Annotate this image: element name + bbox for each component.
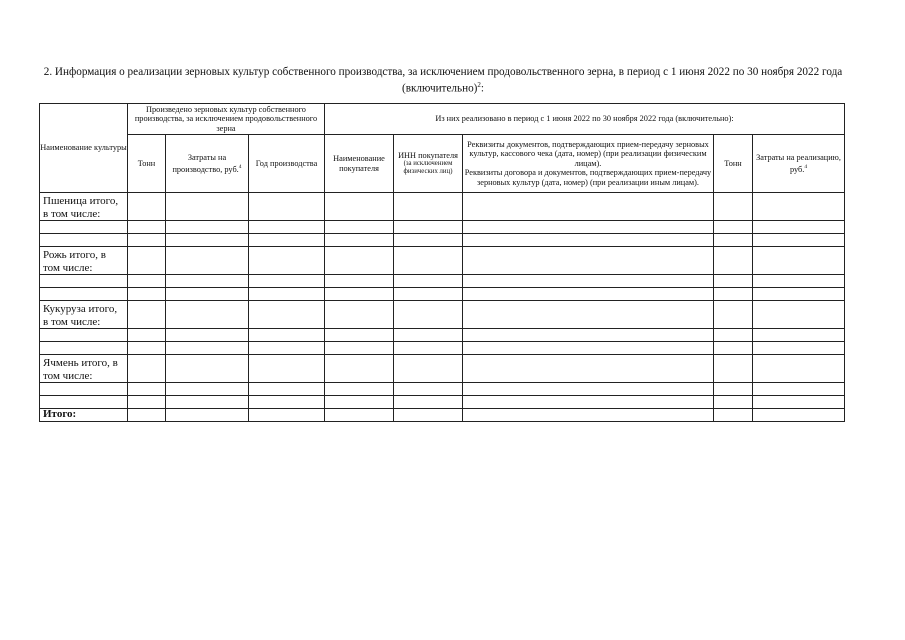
table-row bbox=[40, 234, 845, 247]
table-cell[interactable] bbox=[394, 288, 463, 301]
table-cell[interactable] bbox=[394, 221, 463, 234]
table-cell[interactable] bbox=[166, 275, 249, 288]
table-cell[interactable] bbox=[40, 234, 128, 247]
header-crop-name: Наименование культуры bbox=[40, 104, 128, 193]
header-documents: Реквизиты документов, подтверждающих прием-передачу зерновых культур, кассового чека (дата, номер) (при реализации физическим лицам). Реквизиты договора и документов, подтверждающих прием-передачу зерновых культур (дата, номер) (при реализации иным лицам). bbox=[463, 135, 714, 193]
header-tons: Тонн bbox=[128, 135, 166, 193]
table-cell[interactable] bbox=[463, 301, 714, 329]
table-cell[interactable] bbox=[753, 409, 845, 422]
table-cell[interactable] bbox=[40, 275, 128, 288]
table-row bbox=[40, 396, 845, 409]
table-cell[interactable] bbox=[249, 355, 325, 383]
table-cell[interactable] bbox=[394, 193, 463, 221]
table-cell[interactable] bbox=[166, 221, 249, 234]
table-cell[interactable] bbox=[463, 247, 714, 275]
table-cell[interactable] bbox=[128, 221, 166, 234]
table-cell[interactable] bbox=[166, 193, 249, 221]
table-cell[interactable] bbox=[166, 355, 249, 383]
table-cell[interactable] bbox=[249, 221, 325, 234]
table-cell[interactable] bbox=[463, 288, 714, 301]
table-cell[interactable] bbox=[714, 247, 753, 275]
table-cell[interactable] bbox=[249, 396, 325, 409]
header-buyer-inn: ИНН покупателя (за исключением физических лиц) bbox=[394, 135, 463, 193]
header-production-costs: Затраты на производство, руб.$^4$ bbox=[166, 135, 249, 193]
table-cell[interactable] bbox=[394, 247, 463, 275]
table-cell[interactable] bbox=[394, 342, 463, 355]
table-row bbox=[40, 275, 845, 288]
table-cell[interactable] bbox=[249, 342, 325, 355]
header-sale-costs: Затраты на реализацию, руб.$^4$ bbox=[753, 135, 845, 193]
table-cell[interactable] bbox=[166, 288, 249, 301]
table-cell[interactable] bbox=[249, 275, 325, 288]
table-cell[interactable] bbox=[128, 396, 166, 409]
table-cell[interactable] bbox=[128, 383, 166, 396]
table-cell[interactable] bbox=[714, 383, 753, 396]
crop-group-label: Ячмень итого, в том числе: bbox=[40, 355, 128, 383]
header-buyer-name: Наименование покупателя bbox=[325, 135, 394, 193]
total-label: Итого: bbox=[40, 409, 128, 422]
heading-line-2: (включительно)$^2$: bbox=[401, 81, 485, 95]
crop-group-label: Пшеница итого, в том числе: bbox=[40, 193, 128, 221]
table-row bbox=[40, 342, 845, 355]
table-cell[interactable] bbox=[325, 288, 394, 301]
table-cell[interactable] bbox=[249, 193, 325, 221]
table-cell[interactable] bbox=[249, 409, 325, 422]
table-cell[interactable] bbox=[714, 396, 753, 409]
table-cell[interactable] bbox=[249, 301, 325, 329]
table-cell[interactable] bbox=[753, 221, 845, 234]
table-row bbox=[40, 193, 845, 221]
table-cell[interactable] bbox=[128, 193, 166, 221]
table-cell[interactable] bbox=[128, 301, 166, 329]
table-cell[interactable] bbox=[394, 396, 463, 409]
table-row bbox=[40, 247, 845, 275]
table-cell[interactable] bbox=[463, 275, 714, 288]
section-heading bbox=[40, 66, 846, 96]
table-cell[interactable] bbox=[753, 301, 845, 329]
table-cell[interactable] bbox=[166, 383, 249, 396]
header-tons-sold: Тонн bbox=[714, 135, 753, 193]
table-cell[interactable] bbox=[249, 329, 325, 342]
table-cell[interactable] bbox=[166, 409, 249, 422]
table-cell[interactable] bbox=[714, 329, 753, 342]
header-production-year: Год производства bbox=[249, 135, 325, 193]
table-cell[interactable] bbox=[166, 234, 249, 247]
table-cell[interactable] bbox=[714, 221, 753, 234]
table-cell[interactable] bbox=[40, 383, 128, 396]
table-cell[interactable] bbox=[128, 355, 166, 383]
table-cell[interactable] bbox=[753, 275, 845, 288]
table-cell[interactable] bbox=[325, 275, 394, 288]
table-cell[interactable] bbox=[714, 409, 753, 422]
table-cell[interactable] bbox=[463, 355, 714, 383]
table-row bbox=[40, 383, 845, 396]
table-cell[interactable] bbox=[325, 329, 394, 342]
table-cell[interactable] bbox=[128, 329, 166, 342]
table-cell[interactable] bbox=[753, 193, 845, 221]
table-row bbox=[40, 221, 845, 234]
table-cell[interactable] bbox=[166, 247, 249, 275]
table-cell[interactable] bbox=[249, 288, 325, 301]
table-cell[interactable] bbox=[753, 342, 845, 355]
table-cell[interactable] bbox=[753, 247, 845, 275]
table-cell[interactable] bbox=[325, 247, 394, 275]
table-cell[interactable] bbox=[714, 288, 753, 301]
table-cell[interactable] bbox=[325, 342, 394, 355]
table-cell[interactable] bbox=[714, 234, 753, 247]
table-cell[interactable] bbox=[394, 409, 463, 422]
total-row bbox=[40, 409, 845, 422]
table-row bbox=[40, 355, 845, 383]
crop-group-label: Кукуруза итого, в том числе: bbox=[40, 301, 128, 329]
table-cell[interactable] bbox=[128, 342, 166, 355]
table-cell[interactable] bbox=[166, 396, 249, 409]
table-cell[interactable] bbox=[325, 193, 394, 221]
table-cell[interactable] bbox=[753, 383, 845, 396]
table-cell[interactable] bbox=[325, 221, 394, 234]
table-cell[interactable] bbox=[166, 329, 249, 342]
table-cell[interactable] bbox=[714, 275, 753, 288]
table-cell[interactable] bbox=[714, 301, 753, 329]
table-cell[interactable] bbox=[753, 355, 845, 383]
table-cell[interactable] bbox=[325, 409, 394, 422]
table-cell[interactable] bbox=[753, 329, 845, 342]
table-cell[interactable] bbox=[325, 383, 394, 396]
header-produced-group: Произведено зерновых культур собственного производства, за исключением продовольственного зерна bbox=[128, 104, 325, 135]
table-cell[interactable] bbox=[463, 383, 714, 396]
table-cell[interactable] bbox=[394, 234, 463, 247]
table-cell[interactable] bbox=[40, 396, 128, 409]
table-cell[interactable] bbox=[128, 288, 166, 301]
heading-line-1: 2. Информация о реализации зерновых культур собственного производства, за исключением продовольственного зерна, в период с 1 июня 2022 по 30 ноября 2022 года bbox=[43, 66, 843, 78]
header-sold-group: Из них реализовано в период с 1 июня 2022 по 30 ноября 2022 года (включительно): bbox=[325, 104, 845, 135]
grain-sales-table bbox=[39, 103, 845, 422]
table-cell[interactable] bbox=[463, 396, 714, 409]
table-cell[interactable] bbox=[463, 234, 714, 247]
table-cell[interactable] bbox=[463, 409, 714, 422]
table-cell[interactable] bbox=[394, 275, 463, 288]
table-cell[interactable] bbox=[463, 342, 714, 355]
table-cell[interactable] bbox=[753, 396, 845, 409]
table-cell[interactable] bbox=[40, 342, 128, 355]
table-cell[interactable] bbox=[249, 383, 325, 396]
table-cell[interactable] bbox=[463, 193, 714, 221]
table-cell[interactable] bbox=[714, 193, 753, 221]
table-row bbox=[40, 288, 845, 301]
table-cell[interactable] bbox=[394, 301, 463, 329]
table-cell[interactable] bbox=[753, 234, 845, 247]
table-cell[interactable] bbox=[166, 301, 249, 329]
table-cell[interactable] bbox=[394, 383, 463, 396]
table-cell[interactable] bbox=[40, 329, 128, 342]
table-cell[interactable] bbox=[394, 329, 463, 342]
table-cell[interactable] bbox=[753, 288, 845, 301]
table-cell[interactable] bbox=[249, 247, 325, 275]
table-cell[interactable] bbox=[714, 355, 753, 383]
table-cell[interactable] bbox=[325, 234, 394, 247]
table-cell[interactable] bbox=[128, 409, 166, 422]
table-cell[interactable] bbox=[40, 221, 128, 234]
crop-group-label: Рожь итого, в том числе: bbox=[40, 247, 128, 275]
table-row bbox=[40, 301, 845, 329]
table-cell[interactable] bbox=[325, 301, 394, 329]
table-cell[interactable] bbox=[40, 288, 128, 301]
table-cell[interactable] bbox=[249, 234, 325, 247]
table-row bbox=[40, 329, 845, 342]
table-cell[interactable] bbox=[463, 221, 714, 234]
table-cell[interactable] bbox=[325, 355, 394, 383]
table-cell[interactable] bbox=[394, 355, 463, 383]
table-cell[interactable] bbox=[714, 342, 753, 355]
table-cell[interactable] bbox=[463, 329, 714, 342]
table-cell[interactable] bbox=[166, 342, 249, 355]
table-cell[interactable] bbox=[128, 247, 166, 275]
table-cell[interactable] bbox=[128, 275, 166, 288]
table-cell[interactable] bbox=[325, 396, 394, 409]
table-cell[interactable] bbox=[128, 234, 166, 247]
